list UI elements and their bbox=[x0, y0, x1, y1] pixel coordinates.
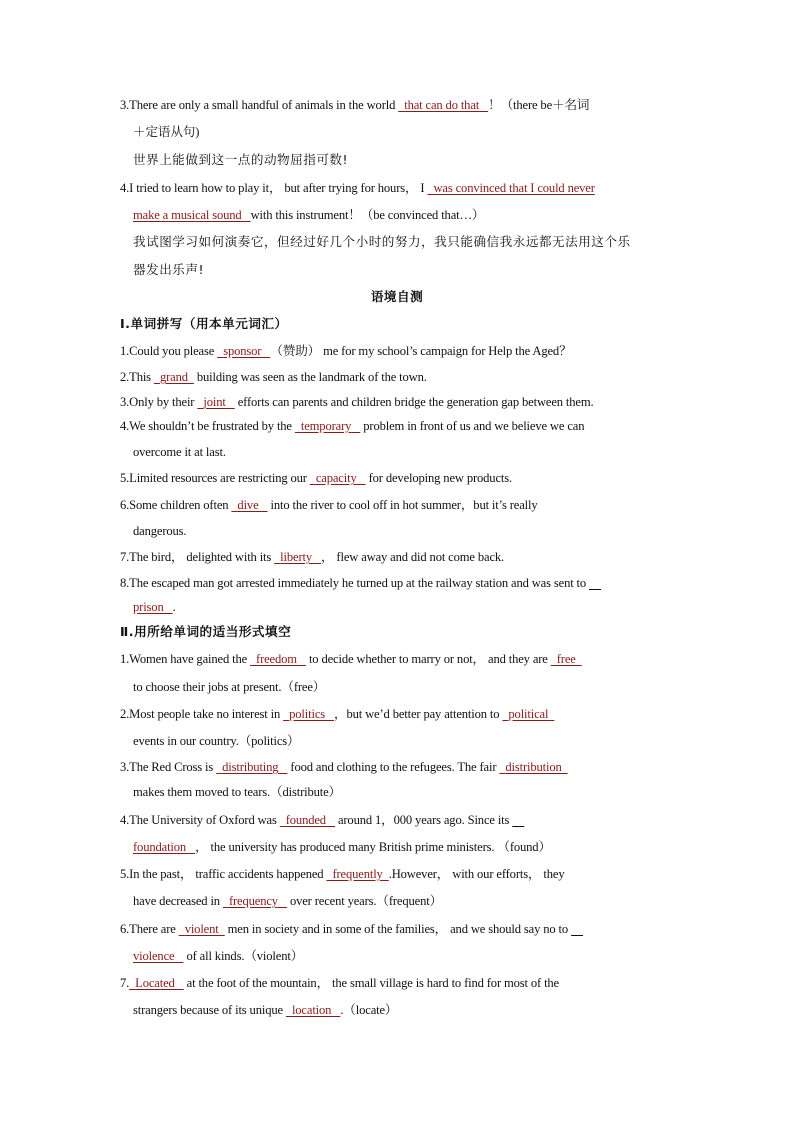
text-segment: 6.There are bbox=[120, 922, 179, 936]
intro-item-3-line1 bbox=[120, 97, 589, 113]
text-segment: free bbox=[556, 652, 576, 666]
answer-blank bbox=[286, 1003, 340, 1017]
answer-blank bbox=[133, 600, 173, 614]
text-segment: 4.We shouldn’t be frustrated by the bbox=[120, 419, 295, 433]
part2-q4 bbox=[120, 812, 524, 828]
text-segment: strangers because of its unique bbox=[133, 1003, 286, 1017]
text-segment: 7.The bird， delighted with its bbox=[120, 550, 275, 564]
part2-q2-cont: events in our country.（politics） bbox=[133, 734, 300, 748]
text-spacer bbox=[326, 813, 335, 827]
text-segment: dive bbox=[237, 498, 259, 512]
part1-q8 bbox=[120, 575, 601, 591]
answer-blank bbox=[398, 98, 488, 112]
text-spacer bbox=[186, 840, 195, 854]
text-segment: food and clothing to the refugees. The fair bbox=[287, 760, 500, 774]
text-segment: There are only a small handful of animals in the world bbox=[129, 98, 399, 112]
text-segment: make a musical sound bbox=[133, 208, 242, 222]
text-spacer bbox=[548, 707, 554, 721]
text-segment: 6.Some children often bbox=[120, 498, 232, 512]
answer-blank bbox=[133, 949, 183, 963]
text-segment: joint bbox=[203, 395, 226, 409]
text-segment: violent bbox=[184, 922, 219, 936]
part2-q1-cont: to choose their jobs at present.（free） bbox=[133, 680, 326, 694]
answer-blank bbox=[197, 395, 234, 409]
answer-blank bbox=[217, 344, 270, 358]
text-segment: ＋定语从句) bbox=[133, 125, 200, 139]
intro-item-3-translation: 世界上能做到这一点的动物屈指可数! bbox=[133, 152, 349, 167]
text-segment: 3. bbox=[120, 98, 130, 112]
text-segment: that can do that bbox=[404, 98, 480, 112]
answer-blank bbox=[133, 208, 251, 222]
text-spacer bbox=[164, 600, 173, 614]
text-segment: ， the university has produced many British prime ministers. （found） bbox=[195, 840, 551, 854]
text-segment: 5.Limited resources are restricting our bbox=[120, 471, 310, 485]
text-segment: freedom bbox=[256, 652, 297, 666]
text-segment: prison bbox=[133, 600, 164, 614]
part2-q2 bbox=[120, 706, 554, 722]
text-segment: 8.The escaped man got arrested immediately he turned up at the railway station and was sent to bbox=[120, 576, 590, 590]
intro-item-4-translation-1: 我试图学习如何演奏它，但经过好几个小时的努力，我只能确信我永远都无法用这个乐 bbox=[133, 234, 631, 249]
section-title: 语境自测 bbox=[370, 289, 424, 304]
text-spacer bbox=[357, 471, 366, 485]
intro-item-4-line1 bbox=[120, 180, 595, 196]
text-spacer bbox=[242, 208, 251, 222]
text-segment: 1.Could you please bbox=[120, 344, 218, 358]
text-segment: 7. bbox=[120, 976, 130, 990]
answer-blank bbox=[326, 867, 388, 881]
text-segment: frequently bbox=[332, 867, 383, 881]
part2-q7-cont bbox=[133, 1002, 397, 1018]
text-spacer bbox=[479, 98, 488, 112]
part1-heading: Ⅰ.单词拼写（用本单元词汇） bbox=[120, 316, 288, 331]
text-segment: problem in front of us and we believe we can bbox=[360, 419, 585, 433]
text-spacer bbox=[562, 760, 568, 774]
part1-q6-cont: dangerous. bbox=[133, 524, 187, 538]
text-segment: 4.The University of Oxford was bbox=[120, 813, 280, 827]
text-segment: （赞助） me for my school’s campaign for Help the Aged？ bbox=[270, 344, 572, 358]
part2-q5-cont bbox=[133, 893, 442, 909]
text-segment: men in society and in some of the families， and we should say no to bbox=[224, 922, 572, 936]
text-segment: have decreased in bbox=[133, 894, 223, 908]
text-segment: liberty bbox=[280, 550, 312, 564]
part1-q7 bbox=[120, 549, 504, 565]
answer-blank bbox=[551, 652, 582, 666]
part2-q7 bbox=[120, 975, 559, 991]
answer-blank bbox=[499, 760, 567, 774]
text-spacer bbox=[351, 419, 360, 433]
text-segment: distribution bbox=[505, 760, 562, 774]
text-segment: 3.The Red Cross is bbox=[120, 760, 217, 774]
answer-blank bbox=[274, 550, 321, 564]
answer-blank bbox=[133, 840, 195, 854]
text-segment: ！（there be＋名词 bbox=[488, 98, 590, 112]
text-segment: at the foot of the mountain， the small village is hard to find for most of the bbox=[183, 976, 560, 990]
text-segment: capacity bbox=[315, 471, 357, 485]
text-segment: foundation bbox=[133, 840, 187, 854]
text-spacer bbox=[226, 395, 235, 409]
answer-blank bbox=[250, 652, 306, 666]
text-segment: politics bbox=[289, 707, 326, 721]
part1-q3 bbox=[120, 394, 594, 410]
text-segment: Located bbox=[135, 976, 175, 990]
text-segment: ， flew away and did not come back. bbox=[320, 550, 505, 564]
text-segment: political bbox=[508, 707, 549, 721]
answer-blank bbox=[427, 181, 594, 195]
text-spacer bbox=[325, 707, 334, 721]
text-spacer bbox=[278, 894, 287, 908]
answer-blank bbox=[502, 707, 554, 721]
text-segment: location bbox=[291, 1003, 332, 1017]
text-segment: ，but we’d better pay attention to bbox=[334, 707, 503, 721]
text-segment: temporary bbox=[300, 419, 352, 433]
answer-blank bbox=[283, 707, 334, 721]
text-spacer bbox=[259, 498, 268, 512]
part2-q4-cont bbox=[133, 839, 551, 855]
text-segment: .（locate） bbox=[340, 1003, 398, 1017]
text-spacer bbox=[261, 344, 270, 358]
part1-q2 bbox=[120, 369, 427, 385]
answer-blank bbox=[223, 894, 287, 908]
intro-item-4-line2 bbox=[133, 207, 484, 223]
part2-q3-cont: makes them moved to tears.（distribute） bbox=[133, 785, 342, 799]
text-segment: for developing new products. bbox=[365, 471, 512, 485]
text-segment: violence bbox=[133, 949, 175, 963]
answer-blank bbox=[280, 813, 335, 827]
text-segment: efforts can parents and children bridge the generation gap between them. bbox=[234, 395, 594, 409]
answer-blank bbox=[310, 471, 366, 485]
intro-item-3-line2 bbox=[133, 124, 199, 140]
text-spacer bbox=[175, 976, 184, 990]
text-segment: 1.Women have gained the bbox=[120, 652, 251, 666]
blank-line bbox=[512, 813, 524, 827]
answer-blank bbox=[129, 976, 184, 990]
text-segment: frequency bbox=[228, 894, 278, 908]
answer-blank bbox=[216, 760, 287, 774]
text-segment: grand bbox=[159, 370, 188, 384]
text-segment: around 1，000 years ago. Since its bbox=[334, 813, 513, 827]
blank-line bbox=[571, 922, 583, 936]
part2-q6 bbox=[120, 921, 583, 937]
text-spacer bbox=[312, 550, 321, 564]
part1-q5 bbox=[120, 470, 512, 486]
part1-q8-cont bbox=[133, 599, 176, 615]
answer-blank bbox=[231, 498, 267, 512]
text-spacer bbox=[297, 652, 306, 666]
text-spacer bbox=[576, 652, 582, 666]
part2-q1 bbox=[120, 651, 582, 667]
text-segment: 4. bbox=[120, 181, 130, 195]
part1-q6 bbox=[120, 497, 538, 513]
text-segment: 5.In the past， traffic accidents happened bbox=[120, 867, 327, 881]
text-segment: 3.Only by their bbox=[120, 395, 198, 409]
text-segment: of all kinds.（violent） bbox=[183, 949, 304, 963]
answer-blank bbox=[154, 370, 194, 384]
answer-blank bbox=[295, 419, 360, 433]
text-segment: building was seen as the landmark of the town. bbox=[193, 370, 427, 384]
text-segment: over recent years.（frequent） bbox=[286, 894, 443, 908]
part1-q1 bbox=[120, 343, 572, 359]
text-segment: 2.This bbox=[120, 370, 154, 384]
part2-q6-cont bbox=[133, 948, 303, 964]
blank-line bbox=[589, 576, 601, 590]
part2-heading: Ⅱ.用所给单词的适当形式填空 bbox=[120, 624, 292, 639]
text-segment: distributing bbox=[222, 760, 279, 774]
text-segment: with this instrument！（be convinced that…） bbox=[250, 208, 485, 222]
text-spacer bbox=[331, 1003, 340, 1017]
part2-q5 bbox=[120, 866, 565, 882]
part2-q3 bbox=[120, 759, 568, 775]
part1-q4-cont: overcome it at last. bbox=[133, 445, 226, 459]
text-segment: to decide whether to marry or not， and they are bbox=[305, 652, 551, 666]
answer-blank bbox=[179, 922, 225, 936]
text-segment: into the river to cool off in hot summer，but it’s really bbox=[267, 498, 538, 512]
intro-item-4-translation-2: 器发出乐声! bbox=[133, 262, 205, 277]
text-segment: . bbox=[172, 600, 176, 614]
part1-q4 bbox=[120, 418, 584, 434]
text-segment: .However， with our efforts， they bbox=[388, 867, 565, 881]
text-segment: was convinced that I could never bbox=[433, 181, 595, 195]
text-segment: I tried to learn how to play it， but after trying for hours， I bbox=[129, 181, 428, 195]
text-segment: 2.Most people take no interest in bbox=[120, 707, 284, 721]
text-segment: founded bbox=[285, 813, 326, 827]
text-segment: sponsor bbox=[223, 344, 262, 358]
